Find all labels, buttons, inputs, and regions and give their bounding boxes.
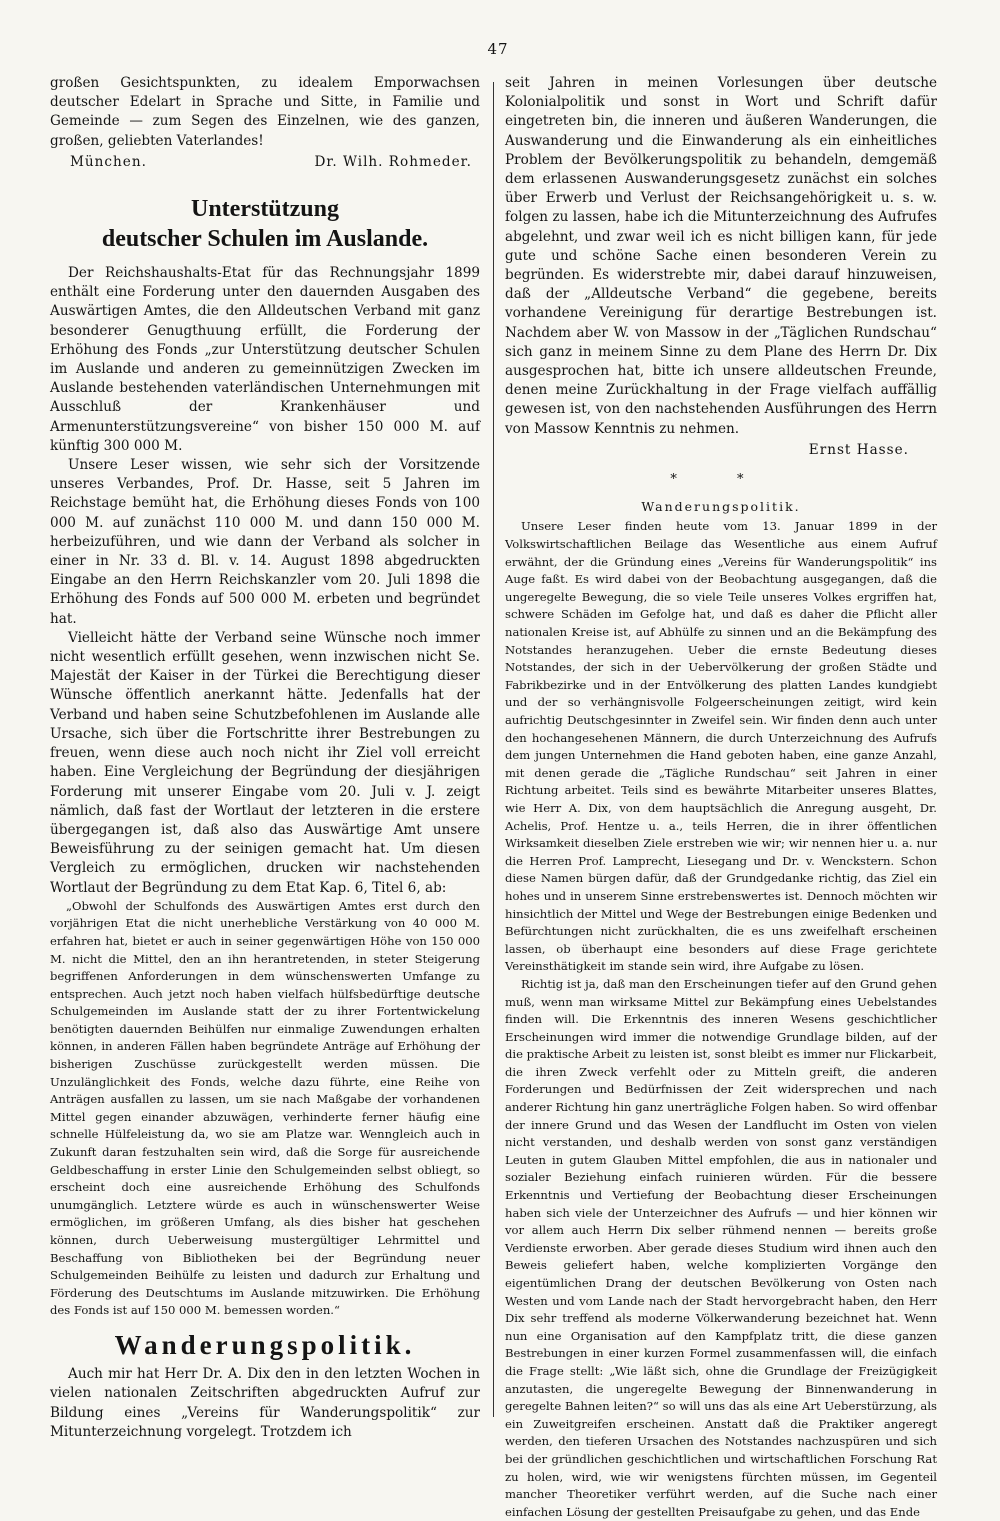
heading-line-1: Unterstützung <box>191 196 339 223</box>
article-paragraph: seit Jahren in meinen Vorlesungen über deutsche Kolonialpolitik und sonst in Wort und Schrift dafür eingetreten bin, die inneren und äußeren Wanderungen, die Auswanderung und die Einwanderung als ein einheitliches Problem der Bevölkerungspolitik zu behandeln, demgemäß dem erlassenen Auswanderungsgesetz zunächst ein solches über Erwerb und Verlust der Reichsangehörigkeit u. s. w. folgen zu lassen, habe ich die Mitunterzeichnung des Aufrufes abgelehnt, und zwar weil ich es nicht billigen kann, für jede gute und schöne Sache einen besonderen Verein zu begründen. Es widerstrebte mir, dabei darauf hinzuweisen, daß der „Alldeutsche Verband“ die gegebene, bereits vorhandene Vereinigung für derartige Bestrebungen ist. Nachdem aber W. von Massow in der „Täglichen Rundschau“ sich ganz in meinem Sinne zu dem Plane des Herrn Dr. Dix ausgesprochen hat, bitte ich unsere alldeutschen Freunde, denen meine Zurückhaltung in der Frage vielfach auffällig gewesen ist, von den nachstehenden Ausführungen des Herrn von Massow Kenntnis zu nehmen. <box>505 75 937 437</box>
signature-name: Ernst Hasse. <box>808 441 909 458</box>
signature-place: München. <box>70 153 147 170</box>
article-paragraph: Vielleicht hätte der Verband seine Wünsche noch immer nicht wesentlich erfüllt gesehen, wenn inzwischen nicht Se. Majestät der Kaiser in der Türkei die Berechtigung dieser Wünsche öffentlich anerkannt hätte. Jedenfalls hat der Verband und haben seine Schutzbefohlenen im Auslande alle Ursache, sich über die Fortschritte ihrer Bestrebungen zu freuen, wenn diese auch noch nicht ihr Ziel voll erreicht haben. Eine Vergleichung der Begründung der diesjährigen Forderung mit unserer Eingabe vom 20. Juli v. J. zeigt nämlich, daß fast der Wortlaut der letzteren in die erstere übergegangen ist, daß also das Auswärtige Amt unsere Beweisführung zu der seinigen gemacht hat. Um diesen Vergleich zu ermöglichen, drucken wir nachstehenden Wortlaut der Begründung zu dem Etat Kap. 6, Titel 6, ab: <box>50 629 480 896</box>
article-paragraph: Unsere Leser wissen, wie sehr sich der Vorsitzende unseres Verbandes, Prof. Dr. Hasse, seit 5 Jahren im Reichstage bemüht hat, die Erhöhung dieses Fonds von 100 000 M. auf zunächst 110 000 M. und dann 150 000 M. herbeizuführen, und wie dann der Verband als solcher in einer in Nr. 33 d. Bl. v. 14. August 1898 abgedruckten Eingabe an den Herrn Reichskanzler vom 20. Juli 1898 die Erhöhung des Fonds auf 500 000 M. erbeten und begründet hat. <box>50 457 480 627</box>
heading-line-2: deutscher Schulen im Auslande. <box>101 226 429 253</box>
signature-line <box>70 153 472 172</box>
signature-name: Dr. Wilh. Rohmeder. <box>314 153 472 170</box>
intro-paragraph: großen Gesichtspunkten, zu idealem Emporwachsen deutscher Edelart in Sprache und Sitte, in Familie und Gemeinde — zum Segen des Einzelnen, wie des ganzen, großen, geliebten Vaterlandes! <box>50 75 480 149</box>
article-paragraph: Richtig ist ja, daß man den Erscheinungen tiefer auf den Grund gehen muß, wenn man wirksame Mittel zur Bekämpfung eines Uebelstandes finden will. Die Erkenntnis des inneren Wesens geschichtlicher Erscheinungen wird immer die notwendige Grundlage bilden, auf der die praktische Arbeit zu leisten ist, sonst bleibt es immer nur Flickarbeit, die ihren Zweck verfehlt oder zu Mitteln greift, die anderen Forderungen und Bedürfnissen der Zeit widersprechen und nach anderer Richtung hin ganz unerträgliche Folgen haben. So wird offenbar der innere Grund und das Wesen der Landflucht im Osten von vielen nicht verstanden, und deshalb werden von sonst ganz verständigen Leuten in gutem Glauben Mittel empfohlen, die aus in nationaler und sozialer Beziehung einfach ruinieren würden. Für die bessere Erkenntnis und Vertiefung der Beobachtung dieser Erscheinungen haben sich viele der Unterzeichner des Aufrufs — und hier können wir vor allem auch Herrn Dix selber rühmend nennen — bereits große Verdienste erworben. Aber gerade dieses Studium wird ihnen auch den Beweis geliefert haben, welche komplizierten Vorgänge den eigentümlichen Drang der deutschen Bevölkerung von Osten nach Westen und vom Lande nach der Stadt hervorgebracht haben, den Herr Dix sehr treffend als moderne Völkerwanderung bezeichnet hat. Wenn nun eine Organisation auf den Kampfplatz tritt, die diese ganzen Bestrebungen in einer kurzen Formel zusammenfassen will, die einfach die Frage stellt: „Wie läßt sich, ohne die Grundlage der Freizügigkeit anzutasten, die ungeregelte Bewegung der Binnenwanderung in geregelte Bahnen leiten?“ so will uns das als eine Art Ueberstürzung, als ein Zuweitgreifen erscheinen. Anstatt daß die Praktiker angeregt werden, den tieferen Ursachen des Notstandes nachzuspüren und sich bei der gründlichen geschichtlichen und wirtschaftlichen Forschung Rat zu holen, wird, wie wir wenigstens fürchten müssen, im Gegenteil mancher Theoretiker verführt werden, auf die Suche nach einer einfachen Lösung der gestellten Preisaufgabe zu gehen, und das Ende <box>505 976 937 1519</box>
quoted-budget-text <box>50 898 480 1320</box>
article-paragraph: Der Reichshaushalts-Etat für das Rechnungsjahr 1899 enthält eine Forderung unter den dauernden Ausgaben des Auswärtigen Amtes, die den Alldeutschen Verband mit ganz besonderer Genugthuung erfüllt, die Forderung der Erhöhung des Fonds „zur Unterstützung deutscher Schulen im Auslande und anderen zu gemeinnützigen Zwecken im Auslande bestehenden vaterländischen Unternehmungen mit Ausschluß der Krankenhäuser und Armenunterstützungsvereine“ von bisher 150 000 M. auf künftig 300 000 M. <box>50 265 480 454</box>
quote-paragraph: „Obwohl der Schulfonds des Auswärtigen Amtes erst durch den vorjährigen Etat die nicht unerhebliche Verstärkung von 40 000 M. erfahren hat, bietet er auch in seiner gegenwärtigen Höhe von 150 000 M. nicht die Mittel, den an ihn herantretenden, in steter Steigerung begriffenen Anforderungen in dem wünschenswerten Umfange zu entsprechen. Auch jetzt noch haben vielfach hülfsbedürftige deutsche Schulgemeinden im Auslande statt der zu ihrer Fortentwickelung benötigten dauernden Beihülfen nur einmalige Zuwendungen erhalten können, in anderen Fällen haben begründete Anträge auf Erhöhung der bisherigen Zuschüsse zurückgestellt werden müssen. Die Unzulänglichkeit des Fonds, welche dazu führte, eine Reihe von Anträgen ausfallen zu lassen, um sie nach Maßgabe der vorhandenen Mittel gegen einander abzuwägen, verhinderte ferner häufig eine schnelle Hülfeleistung da, wo sie am Platze war. Wenngleich auch in Zukunft daran festzuhalten sein wird, daß die Sorge für ausreichende Geldbeschaffung in erster Linie den Schulgemeinden selbst obliegt, so erscheint doch eine ausreichende Erhöhung des Schulfonds unumgänglich. Letztere würde es auch in wünschenswerter Weise ermöglichen, im größeren Umfang, als dies bisher hat geschehen können, durch Ueberweisung mustergültiger Lehrmittel und Beschaffung von Bibliotheken bei der Begründung neuer Schulgemeinden Beihülfe zu leisten und dadurch zur Erhaltung und Förderung des Deutschtums im Auslande mitzuwirken. Die Erhöhung des Fonds ist auf 150 000 M. bemessen worden.“ <box>50 898 480 1318</box>
page-number: 47 <box>487 40 509 58</box>
section-separator: * * <box>670 472 772 488</box>
reprinted-article <box>505 518 937 1521</box>
column-divider <box>493 82 494 1417</box>
article-paragraph: Unsere Leser finden heute vom 13. Januar 1899 in der Volkswirtschaftlichen Beilage das Wesentliche aus einem Aufruf erwähnt, der die Gründung eines „Vereins für Wanderungspolitik“ ins Auge faßt. Es wird dabei von der Beobachtung ausgegangen, daß die ungeregelte Bewegung, die so viele Teile unseres Volkes ergriffen hat, schwere Schäden im Gefolge hat, und daß es daher die Pflicht aller nationalen Kreise ist, auf Abhülfe zu sinnen und an die Bekämpfung des Notstandes heranzugehen. Ueber die ernste Bedeutung dieses Notstandes, der sich in der Uebervölkerung der großen Städte und Fabrikbezirke und in der Entvölkerung des platten Landes kundgiebt und der so verhängnisvolle Folgeerscheinungen zeitigt, wird kein aufrichtig Deutschgesinnter in Zweifel sein. Wir finden denn auch unter den hochangesehenen Männern, die durch Unterzeichnung des Aufrufs dem jungen Unternehmen die Hand geboten haben, eine ganze Anzahl, mit denen gerade die „Tägliche Rundschau“ seit Jahren in einer Richtung arbeitet. Teils sind es bewährte Mitarbeiter unseres Blattes, wie Herr A. Dix, von dem hauptsächlich die Anregung ausgeht, Dr. Achelis, Prof. Hentze u. a., teils Herren, die in ihrer öffentlichen Wirksamkeit dieselben Ziele erstreben wie wir; wir nennen hier u. a. nur die Herren Prof. Lamprecht, Liesegang und Dr. v. Wenckstern. Schon diese Namen bürgen dafür, daß der Grundgedanke richtig, das Ziel ein hohes und in unserem Sinne erstrebenswertes ist. Dennoch möchten wir hinsichtlich der Mittel und Wege der Bestrebungen einige Bedenken und Befürchtungen nicht zurückhalten, die es uns zweifelhaft erscheinen lassen, ob überhaupt eine besonders auf diese Frage gerichtete Vereinsthätigkeit im stande sein wird, ihre Aufgabe zu lösen. <box>505 519 937 974</box>
right-column <box>505 74 937 1519</box>
article-paragraph: Auch mir hat Herr Dr. A. Dix den in den letzten Wochen in vielen nationalen Zeitschriften abgedruckten Aufruf zur Bildung eines „Vereins für Wanderungspolitik“ zur Mitunterzeichnung vorgelegt. Trotzdem ich <box>50 1366 480 1440</box>
left-column <box>50 74 480 1440</box>
section-heading: Wanderungspolitik. <box>114 1329 416 1360</box>
article-heading <box>50 194 480 254</box>
subsection-heading: Wanderungspolitik. <box>641 499 801 515</box>
